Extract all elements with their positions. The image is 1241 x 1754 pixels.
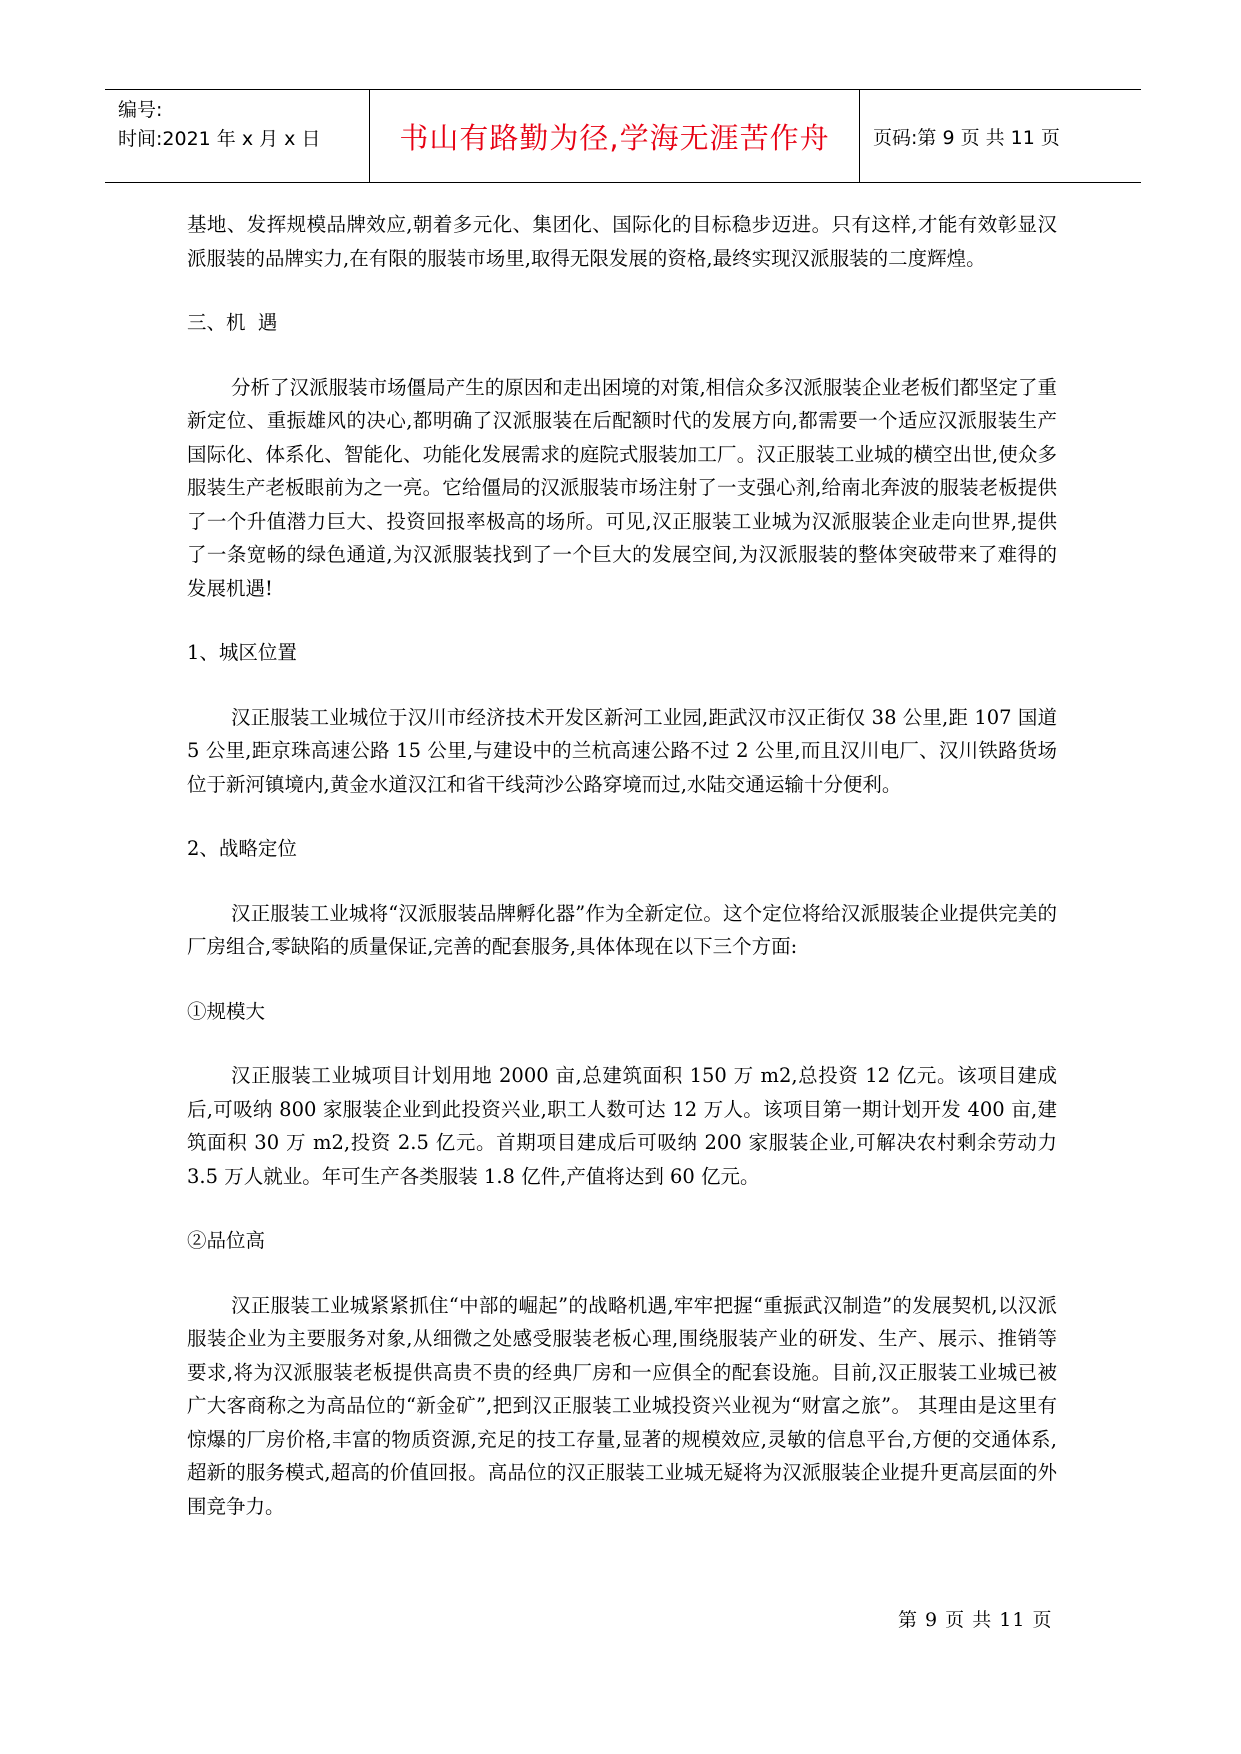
paragraph-quality: 汉正服装工业城紧紧抓住“中部的崛起”的战略机遇,牢牢把握“重振武汉制造”的发展契机,以汉派服装企业为主要服务对象,从细微之处感受服装老板心理,围绕服装产业的研发、生产、展示、推销等要求,将为汉派服装老板提供高贵不贵的经典厂房和一应俱全的配套设施。目前,汉正服装工业城已被广大客商称之为高品位的“新金矿”,把到汉正服装工业城投资兴业视为“财富之旅”。 其理由是这里有惊爆的厂房价格,丰富的物质资源,充足的技工存量,显著的规模效应,灵敏的信息平台,方便的交通体系,超新的服务模式,超高的价值回报。高品位的汉正服装工业城无疑将为汉派服装企业提升更高层面的外围竞争力。 (187, 1293, 1057, 1518)
section-heading-location: 1、城区位置 (187, 641, 297, 664)
document-date: 时间:2021 年 x 月 x 日 (118, 128, 321, 150)
document-number-label: 编号: (118, 99, 163, 121)
header-meta (105, 90, 370, 182)
page-header (105, 89, 1141, 183)
paragraph-intro: 基地、发挥规模品牌效应,朝着多元化、集团化、国际化的目标稳步迈进。只有这样,才能有效彰显汉派服装的品牌实力,在有限的服装市场里,取得无限发展的资格,最终实现汉派服装的二度辉煌。 (187, 213, 1057, 270)
document-body (187, 208, 1057, 1523)
paragraph-strategy: 汉正服装工业城将“汉派服装品牌孵化器”作为全新定位。这个定位将给汉派服装企业提供完美的厂房组合,零缺陷的质量保证,完善的配套服务,具体体现在以下三个方面: (187, 901, 1057, 958)
section-heading-strategy: 2、战略定位 (187, 837, 297, 860)
paragraph-scale: 汉正服装工业城项目计划用地 2000 亩,总建筑面积 150 万 m2,总投资 12 亿元。该项目建成后,可吸纳 800 家服装企业到此投资兴业,职工人数可达 12 万人。该项目第一期计划开发 400 亩,建筑面积 30 万 m2,投资 2.5 亿元。首期项目建成后可吸纳 200 家服装企业,可解决农村剩余劳动力 3.5 万人就业。年可生产各类服装 1.8 亿件,产值将达到 60 亿元。 (187, 1064, 1057, 1188)
header-motto: 书山有路勤为径,学海无涯苦作舟 (370, 90, 860, 182)
subheading-quality: ②品位高 (187, 1229, 266, 1252)
section-heading-opportunity: 三、机 遇 (187, 311, 278, 334)
paragraph-opportunity: 分析了汉派服装市场僵局产生的原因和走出困境的对策,相信众多汉派服装企业老板们都坚定了重新定位、重振雄风的决心,都明确了汉派服装在后配额时代的发展方向,都需要一个适应汉派服装生产国际化、体系化、智能化、功能化发展需求的庭院式服装加工厂。汉正服装工业城的横空出世,使众多服装生产老板眼前为之一亮。它给僵局的汉派服装市场注射了一支强心剂,给南北奔波的服装老板提供了一个升值潜力巨大、投资回报率极高的场所。可见,汉正服装工业城为汉派服装企业走向世界,提供了一条宽畅的绿色通道,为汉派服装找到了一个巨大的发展空间,为汉派服装的整体突破带来了难得的发展机遇! (187, 375, 1057, 600)
page-footer-number: 第 9 页 共 11 页 (898, 1609, 1053, 1631)
header-page-number: 页码:第 9 页 共 11 页 (873, 126, 1060, 149)
paragraph-location: 汉正服装工业城位于汉川市经济技术开发区新河工业园,距武汉市汉正街仅 38 公里,距 107 国道 5 公里,距京珠高速公路 15 公里,与建设中的兰杭高速公路不过 2 公里,而且汉川电厂、汉川铁路货场位于新河镇境内,黄金水道汉江和省干线菏沙公路穿境而过,水陆交通运输十分便利。 (187, 705, 1057, 796)
subheading-scale: ①规模大 (187, 999, 266, 1023)
